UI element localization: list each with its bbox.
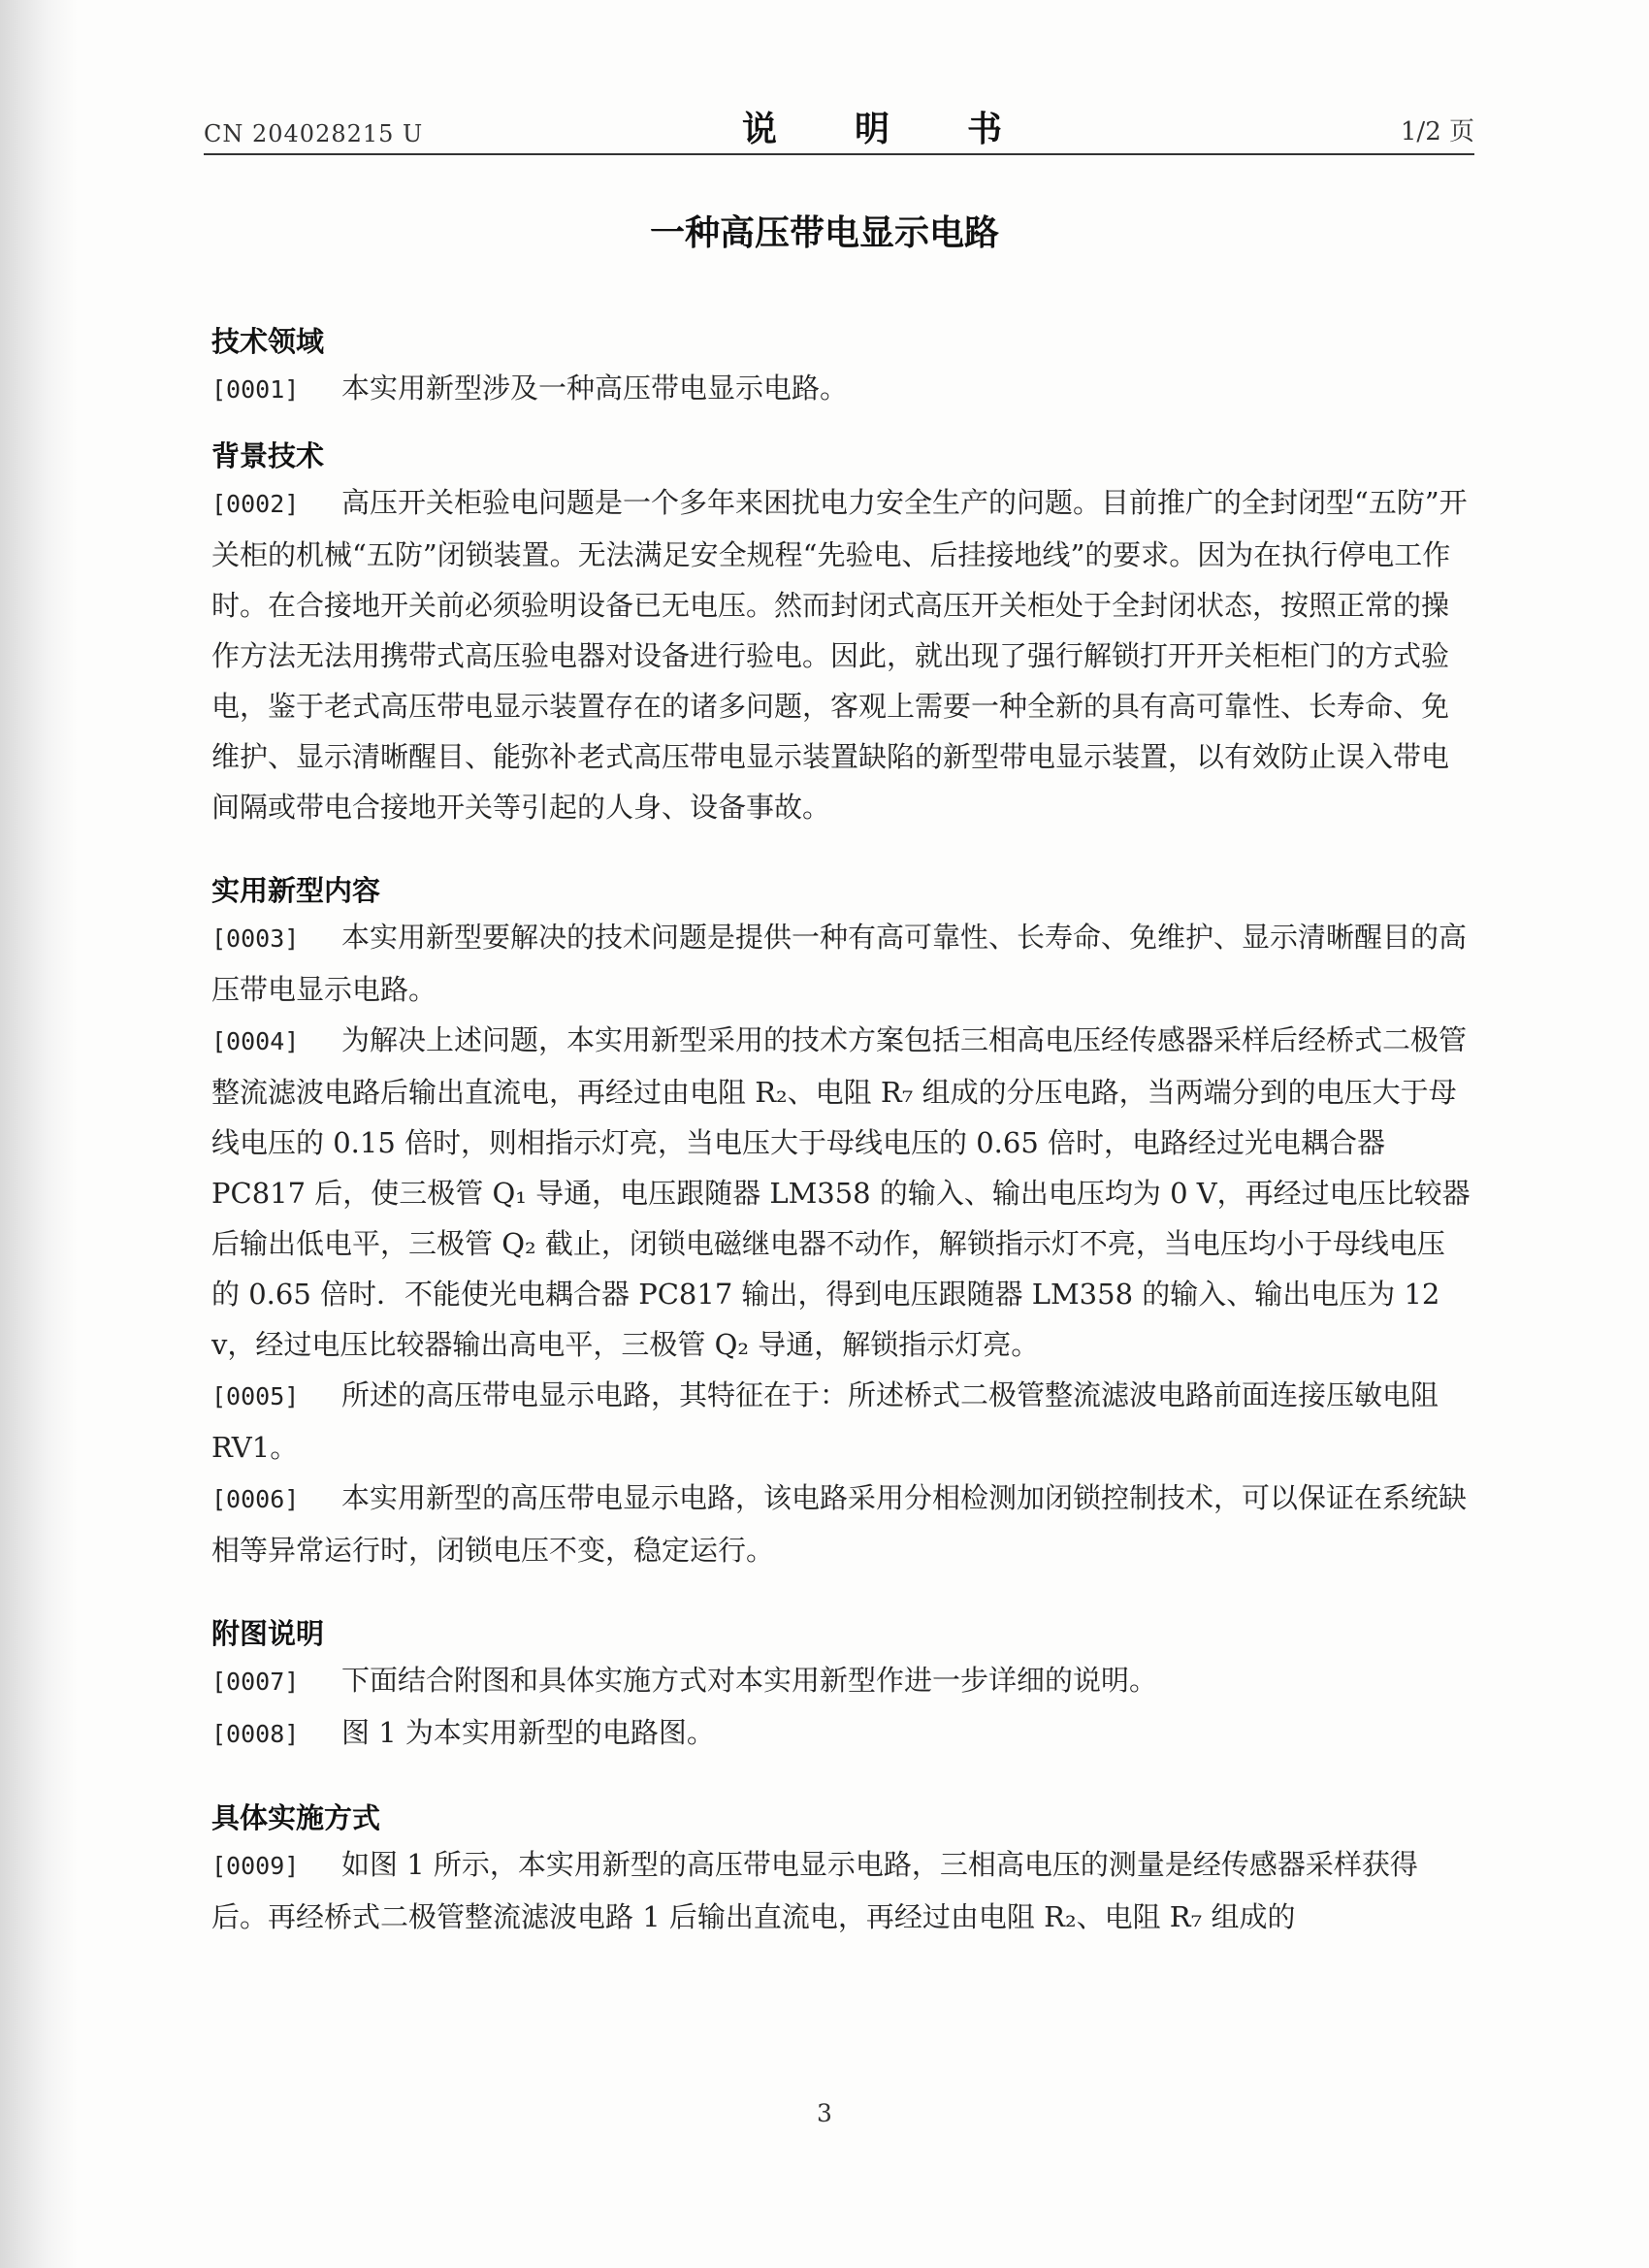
paragraph	[211, 363, 1472, 415]
paragraph-text: 本实用新型涉及一种高压带电显示电路。	[341, 372, 849, 405]
doc-type: 说 明 书	[742, 109, 1024, 149]
section-heading: 背景技术	[211, 439, 325, 472]
page-info: 1/2 页	[1400, 117, 1474, 146]
paragraph	[211, 1015, 1472, 1370]
paragraph-text: 为解决上述问题，本实用新型采用的技术方案包括三相高电压经传感器采样后经桥式二极管整流滤波电路后输出直流电，再经过由电阻 R₂、电阻 R₇ 组成的分压电路，当两端分到的电压大于母线电压的 0.15 倍时，则相指示灯亮，当电压大于母线电压的 0.65 倍时，电路经过光电耦合器 PC817 后，使三极管 Q₁ 导通，电压跟随器 LM358 的输入、输出电压均为 0 V，再经过电压比较器后输出低电平，三极管 Q₂ 截止，闭锁电磁继电器不动作，解锁指示灯不亮，当电压均小于母线电压的 0.65 倍时．不能使光电耦合器 PC817 输出，得到电压跟随器 LM358 的输入、输出电压为 12 v，经过电压比较器输出高电平，三极管 Q₂ 导通，解锁指示灯亮。	[211, 1023, 1471, 1361]
paragraph	[211, 912, 1472, 1015]
paragraph-number: [0009]	[211, 1852, 300, 1880]
paragraph-text: 本实用新型的高压带电显示电路，该电路采用分相检测加闭锁控制技术，可以保证在系统缺相等异常运行时，闭锁电压不变，稳定运行。	[211, 1481, 1468, 1567]
document-body	[211, 320, 1472, 1942]
paragraph	[211, 1839, 1472, 1942]
paragraph	[211, 1473, 1472, 1575]
paragraph-number: [0001]	[211, 375, 300, 404]
section-heading: 技术领域	[211, 325, 325, 358]
page-header	[204, 105, 1474, 155]
section-heading: 附图说明	[211, 1617, 325, 1650]
paragraph	[211, 1655, 1472, 1707]
scan-edge-shadow	[0, 0, 78, 2268]
paragraph-text: 如图 1 所示，本实用新型的高压带电显示电路，三相高电压的测量是经传感器采样获得后。再经桥式二极管整流滤波电路 1 后输出直流电，再经过由电阻 R₂、电阻 R₇ 组成的	[211, 1848, 1418, 1933]
doc-number: CN 204028215 U	[204, 120, 424, 147]
paragraph-number: [0005]	[211, 1382, 300, 1410]
paragraph-number: [0006]	[211, 1485, 300, 1513]
paragraph-text: 本实用新型要解决的技术问题是提供一种有高可靠性、长寿命、免维护、显示清晰醒目的高压带电显示电路。	[211, 921, 1468, 1006]
paragraph	[211, 1370, 1472, 1473]
section-heading: 实用新型内容	[211, 874, 381, 907]
paragraph-number: [0003]	[211, 924, 300, 953]
paragraph-number: [0002]	[211, 490, 300, 518]
paragraph-number: [0008]	[211, 1720, 300, 1748]
document-title: 一种高压带电显示电路	[649, 213, 999, 253]
paragraph	[211, 477, 1472, 832]
paragraph-text: 图 1 为本实用新型的电路图。	[341, 1716, 715, 1749]
paragraph-number: [0007]	[211, 1668, 300, 1696]
paragraph-number: [0004]	[211, 1027, 300, 1055]
paragraph-text: 高压开关柜验电问题是一个多年来困扰电力安全生产的问题。目前推广的全封闭型“五防”开关柜的机械“五防”闭锁装置。无法满足安全规程“先验电、后挂接地线”的要求。因为在执行停电工作时。在合接地开关前必须验明设备已无电压。然而封闭式高压开关柜处于全封闭状态，按照正常的操作方法无法用携带式高压验电器对设备进行验电。因此，就出现了强行解锁打开开关柜柜门的方式验电，鉴于老式高压带电显示装置存在的诸多问题，客观上需要一种全新的具有高可靠性、长寿命、免维护、显示清晰醒目、能弥补老式高压带电显示装置缺陷的新型带电显示装置，以有效防止误入带电间隔或带电合接地开关等引起的人身、设备事故。	[211, 486, 1468, 824]
section-heading: 具体实施方式	[211, 1801, 381, 1834]
paragraph-text: 下面结合附图和具体实施方式对本实用新型作进一步详细的说明。	[341, 1664, 1158, 1697]
page-number: 3	[817, 2099, 832, 2127]
paragraph	[211, 1707, 1472, 1760]
paragraph-text: 所述的高压带电显示电路，其特征在于：所述桥式二极管整流滤波电路前面连接压敏电阻 RV1。	[211, 1378, 1439, 1464]
